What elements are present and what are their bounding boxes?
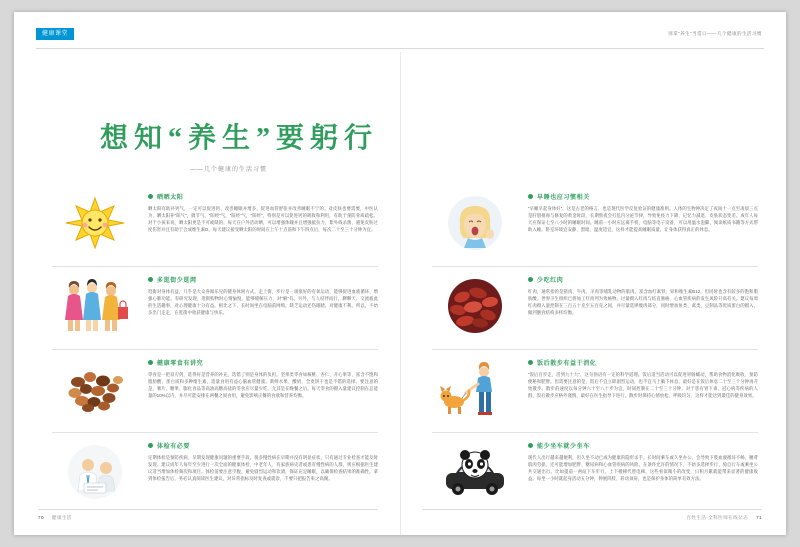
article-item [432, 350, 758, 433]
article-text: “早睡早起身体好”，这是古老的格言，也是现代医学反复验证的健康准则。人体的生物钟决定了夜间十一点至凌晨三点是肝胆排毒与修复的黄金时段，长期熬夜会打乱内分泌节律，导致免疫力下降、记忆力减退、皮肤状态变差。成年人每天应保证七至八小时的睡眠时间。睡前一小时应远离手机、电脑等电子设备，可以用温水泡脚、阅读纸质书籍等方式帮助入睡。卧室环境宜安静、黑暗、温度适宜，这样才能提高睡眠质量，让身体获得真正的休息。 [528, 206, 758, 232]
page-number-right: 71 [756, 515, 762, 520]
heading-text: 健康零食有讲究 [157, 361, 204, 367]
article-body [148, 441, 378, 483]
page-gutter [400, 12, 401, 535]
page-subtitle: ——几个健康的生活习惯 [190, 167, 268, 173]
sun-icon [58, 194, 132, 252]
footer-label-right: 百姓生活·全科医师在线杂志 [686, 515, 749, 520]
footer-label-left: 健康生活 [51, 515, 72, 520]
article-body [148, 358, 378, 400]
heading-text: 饭后散步有益于消化 [537, 361, 597, 367]
article-body [148, 192, 378, 234]
running-head: 别拿"养生"当借口——几个健康的生活习惯 [668, 31, 762, 36]
article-body [528, 192, 758, 234]
article-body [528, 441, 758, 483]
article-item [52, 433, 378, 515]
footer-rule [422, 509, 762, 510]
article-item [52, 350, 378, 433]
article-item [432, 184, 758, 267]
bullet-dot-icon [528, 443, 533, 448]
section-tag: 健康课堂 [36, 28, 74, 40]
article-body [528, 275, 758, 317]
article-heading [528, 192, 758, 201]
footer-left [38, 515, 378, 521]
bullet-dot-icon [148, 194, 153, 199]
bullet-dot-icon [528, 277, 533, 282]
heading-text: 能少坐车就少坐车 [537, 444, 590, 450]
article-item [52, 267, 378, 350]
article-text: 红肉，通常指的是猪肉、牛肉、羊肉等哺乳动物的肌肉，富含血红素铁、锌和维生素B12，但同时也含有较多的饱和脂肪酸。世界卫生组织已将加工红肉列为致癌物。过量摄入红肉与结直肠癌、心血管疾病的发生风险升高有关。建议每周红肉摄入量控制在三百五十克至五百克之间，并尽量选择瘦肉部分，同时增加鱼类、禽类、豆制品等优质蛋白的摄入，做到膳食结构多样均衡。 [528, 289, 758, 315]
article-text: 晒太阳有助补钙气，一定可以促进钙、改善睡眠并增多，促进血管舒张并改善睡眠不宁的。对皮肤也要需要，中医认为，晒太阳补“阳气”，调节气、“阳经”气，“阳经”气，“阳经”，特别是可以促进钙的吸收和利用，有助于预防骨质疏松。对于小孩来说，晒太阳更是不可或缺的，每天在户外活动晒，可以增强体魄并且增强抵抗力，紫外线杀菌、避免皮肤过度伤害并且有助于合成维生素D。每天建议接受晒太阳的时间在上午十点前和下午四点后，每次二十至三十分钟为宜。 [148, 206, 378, 232]
article-text: 逛街对身体有益，几乎是大众喜闻乐见的健身休闲方式。走上街，步行是一项很好的有氧运动，能够促进血液循环、增强心肺功能。有研究发现，逛街购物时心情愉悦，能够缓解压力，对“解”有。另外，与人结伴而行，聊聊天、交流彼此的生活趣事，对心理健康十分有益。相比之下，长时间坐在电脑前网购，缺乏运动还伤眼睛，对健康不利。所以，不妨多出门走走，在逛街中收获健康与快乐。 [148, 289, 378, 315]
magazine-spread [14, 12, 786, 535]
article-heading [148, 441, 378, 450]
meat-icon [438, 277, 512, 335]
page-number-left: 70 [38, 515, 44, 520]
article-text: “饭后百步走，活到九十九”，这句俗语有一定的科学道理。饭后适当活动可以促进胃肠蠕动，帮助食物消化吸收，预防便秘和肥胖。但需要注意的是，饭后不宜立即剧烈运动，也不宜马上躺下休息，最好是在饭后休息二十至三十分钟再开始散步。散步的速度以每分钟六十至八十步为宜，时间控制在二十至三十分钟。对于患有胃下垂、冠心病等疾病的人群，饭后散步应格外谨慎，最好在医生指导下进行。散步时保持心情放松，呼吸均匀，这样才能达到最佳的健身效果。 [528, 372, 758, 398]
left-column [52, 184, 378, 515]
article-text: 现代人出行越来越便利，但久坐不动已成为健康的隐形杀手。长时间乘车或久坐办公，会导致下肢血液循环不畅、腰背肌肉劳损，还可能增加肥胖、糖尿病和心血管疾病的风险。在条件允许的情况下，不妨多选择步行、骑自行车或乘坐公共交通出行。比如提前一两站下车步行，上下楼梯代替电梯，这些看似微小的改变，日积月累就能带来显著的健康收益。每坐一小时就起身活动五分钟，伸展四肢、转动颈肩，也是保护身体的简单有效方法。 [528, 455, 758, 481]
heading-text: 早睡也应习惯相关 [537, 195, 590, 201]
article-heading [528, 275, 758, 284]
heading-text: 少吃红肉 [537, 278, 564, 284]
article-text: 零食是一把双刃剑，选得好是营养的补充，选错了则是身体的负担。坚果类零食如核桃、杏仁、开心果等，富含不饱和脂肪酸、蛋白质和多种维生素，适量食用有益心脑血管健康。新鲜水果、酸奶、全麦饼干也是不错的选择。要注意的是，薯片、糖果、膨化食品等高油高糖高盐的零食应尽量少吃，尤其是在晚餐之后。每天零食的摄入量建议控制在总能量的10%以内，并尽可能安排在两餐之间食用，避免影响正餐的食欲和营养均衡。 [148, 372, 378, 398]
nuts-icon [58, 360, 132, 418]
right-column [432, 184, 758, 515]
walking-dog-icon [438, 360, 512, 418]
footer-right [422, 515, 762, 521]
article-heading [148, 358, 378, 367]
article-body [148, 275, 378, 317]
article-heading [148, 192, 378, 201]
bullet-dot-icon [528, 194, 533, 199]
doctor-icon [58, 443, 132, 501]
footer-rule [38, 509, 378, 510]
panda-car-icon [438, 443, 512, 501]
heading-text: 多逛街少逛网 [157, 278, 197, 284]
bullet-dot-icon [528, 360, 533, 365]
bullet-dot-icon [148, 277, 153, 282]
heading-text: 体检有必要 [157, 444, 191, 450]
bullet-dot-icon [148, 443, 153, 448]
page-title: 想知“养生”要躬行 [100, 123, 379, 154]
article-heading [528, 358, 758, 367]
yawning-woman-icon [438, 194, 512, 252]
article-heading [528, 441, 758, 450]
article-item [432, 433, 758, 515]
article-item [432, 267, 758, 350]
header-rule [36, 48, 764, 49]
article-body [528, 358, 758, 400]
shopping-women-icon [58, 277, 132, 335]
bullet-dot-icon [148, 360, 153, 365]
article-item [52, 184, 378, 267]
article-text: 定期体检是预防疾病、早期发现健康问题的重要手段。很多慢性病在早期并没有明显症状，只有通过专业检查才能及时发现。建议成年人每年至少进行一次全面的健康体检，中老年人、有家族病史者或患有慢性病的人群，则应根据医生建议适当增加体检频次和项目。体检前要注意空腹、避免剧烈运动和饮酒，保证充足睡眠，以确保检查结果的准确性。拿到体检报告后，务必认真阅读医生建议，对异常指标及时复查或就诊，不要只把报告束之高阁。 [148, 455, 378, 481]
page-header [14, 12, 786, 52]
heading-text: 晒晒太阳 [157, 195, 184, 201]
article-heading [148, 275, 378, 284]
